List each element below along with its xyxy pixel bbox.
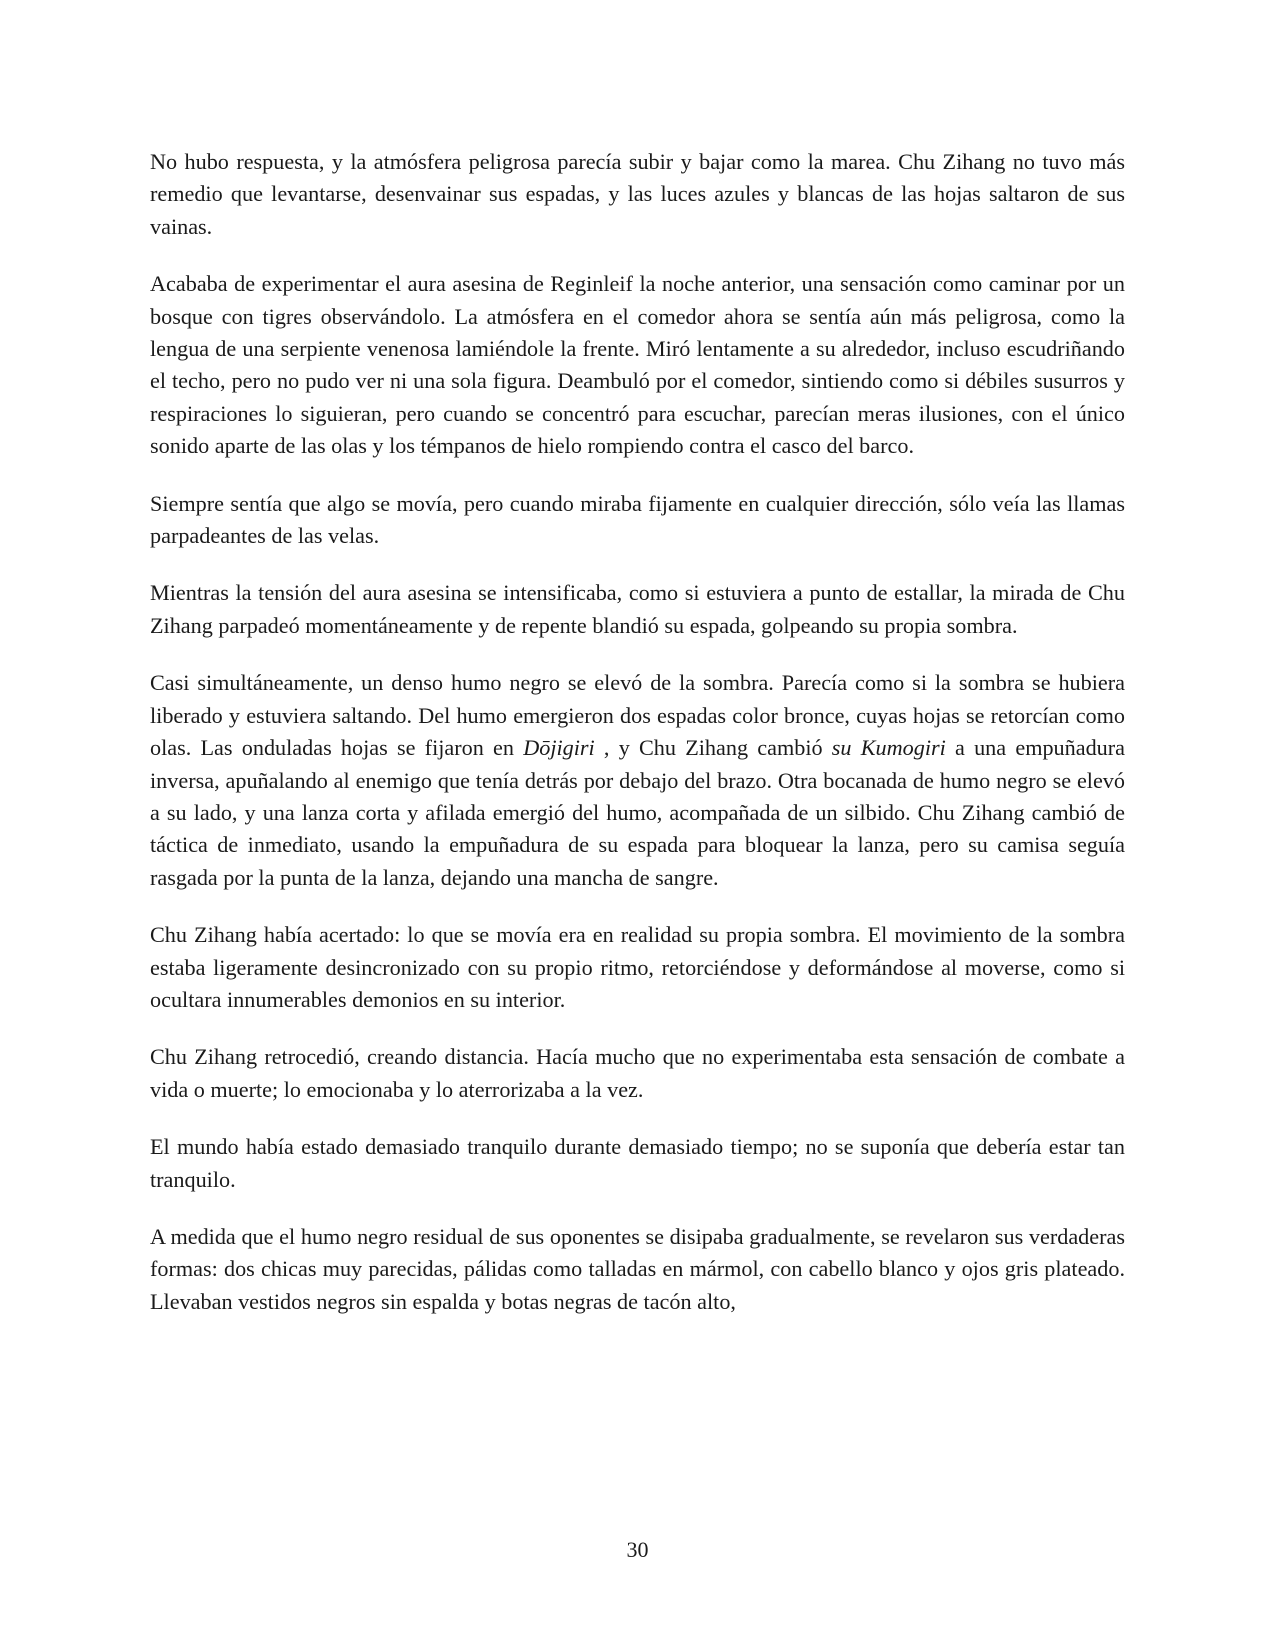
text-segment: Mientras la tensión del aura asesina se intensificaba, como si estuviera a punto de estallar, la mirada de Chu Zihang parpadeó momentáneamente y de repente blandió su espada, golpeando su propia sombra. [150, 580, 1125, 638]
paragraph-1 [150, 146, 1125, 243]
paragraph-8 [150, 1131, 1125, 1196]
text-segment: No hubo respuesta, y la atmósfera peligrosa parecía subir y bajar como la marea. Chu Zihang no tuvo más remedio que levantarse, desenvainar sus espadas, y las luces azules y blancas de las hojas saltaron de sus vainas. [150, 149, 1125, 239]
text-segment: Siempre sentía que algo se movía, pero cuando miraba fijamente en cualquier dirección, sólo veía las llamas parpadeantes de las velas. [150, 490, 1125, 549]
paragraph-3 [150, 488, 1125, 553]
text-segment: Chu Zihang había acertado: lo que se movía era en realidad su propia sombra. El movimiento de la sombra estaba ligeramente desincronizado con su propio ritmo, retorciéndose y deformándose al moverse, como si ocultara innumerables demonios en su interior. [150, 922, 1125, 1012]
page-number: 30 [626, 1537, 649, 1562]
text-segment: a una empuñadura inversa, apuñalando al enemigo que tenía detrás por debajo del brazo. Otra bocanada de humo negro se elevó a su lado, y una lanza corta y afilada emergió del humo, acompañada de un silbido. Chu Zihang cambió de táctica de inmediato, usando la empuñadura de su espada para bloquear la lanza, pero su camisa seguía rasgada por la punta de la lanza, dejando una mancha de sangre. [150, 735, 1126, 890]
text-segment: Chu Zihang retrocedió, creando distancia. Hacía mucho que no experimentaba esta sensación de combate a vida o muerte; lo emocionaba y lo aterrorizaba a la vez. [150, 1044, 1125, 1102]
text-segment: El mundo había estado demasiado tranquilo durante demasiado tiempo; no se suponía que debería estar tan tranquilo. [150, 1134, 1125, 1192]
paragraph-5 [150, 667, 1125, 894]
italic-sword-name: su Kumogiri [831, 735, 946, 761]
body-text [150, 146, 1125, 1343]
paragraph-6 [150, 919, 1125, 1016]
text-segment: , y Chu Zihang cambió [594, 735, 832, 761]
paragraph-4 [150, 577, 1125, 642]
paragraph-2 [150, 268, 1125, 462]
text-segment: Acababa de experimentar el aura asesina de Reginleif la noche anterior, una sensación como caminar por un bosque con tigres observándolo. La atmósfera en el comedor ahora se sentía aún más peligrosa, como la lengua de una serpiente venenosa lamiéndole la frente. Miró lentamente a su alrededor, incluso escudriñando el techo, pero no pudo ver ni una sola figura. Deambuló por el comedor, sintiendo como si débiles susurros y respiraciones lo siguieran, pero cuando se concentró para escuchar, parecían meras ilusiones, con el único sonido aparte de las olas y los témpanos de hielo rompiendo contra el casco del barco. [150, 271, 1125, 459]
text-segment: A medida que el humo negro residual de sus oponentes se disipaba gradualmente, se revelaron sus verdaderas formas: dos chicas muy parecidas, pálidas como talladas en mármol, con cabello blanco y ojos gris plateado. Llevaban vestidos negros sin espalda y botas negras de tacón alto, [150, 1223, 1125, 1314]
paragraph-7 [150, 1041, 1125, 1106]
italic-sword-name: Dōjigiri [523, 735, 595, 761]
paragraph-9 [150, 1221, 1125, 1318]
text-segment: Casi simultáneamente, un denso humo negro se elevó de la sombra. Parecía como si la sombra se hubiera liberado y estuviera saltando. Del humo emergieron dos espadas color bronce, cuyas hojas se retorcían como olas. Las onduladas hojas se fijaron en [150, 670, 1125, 761]
